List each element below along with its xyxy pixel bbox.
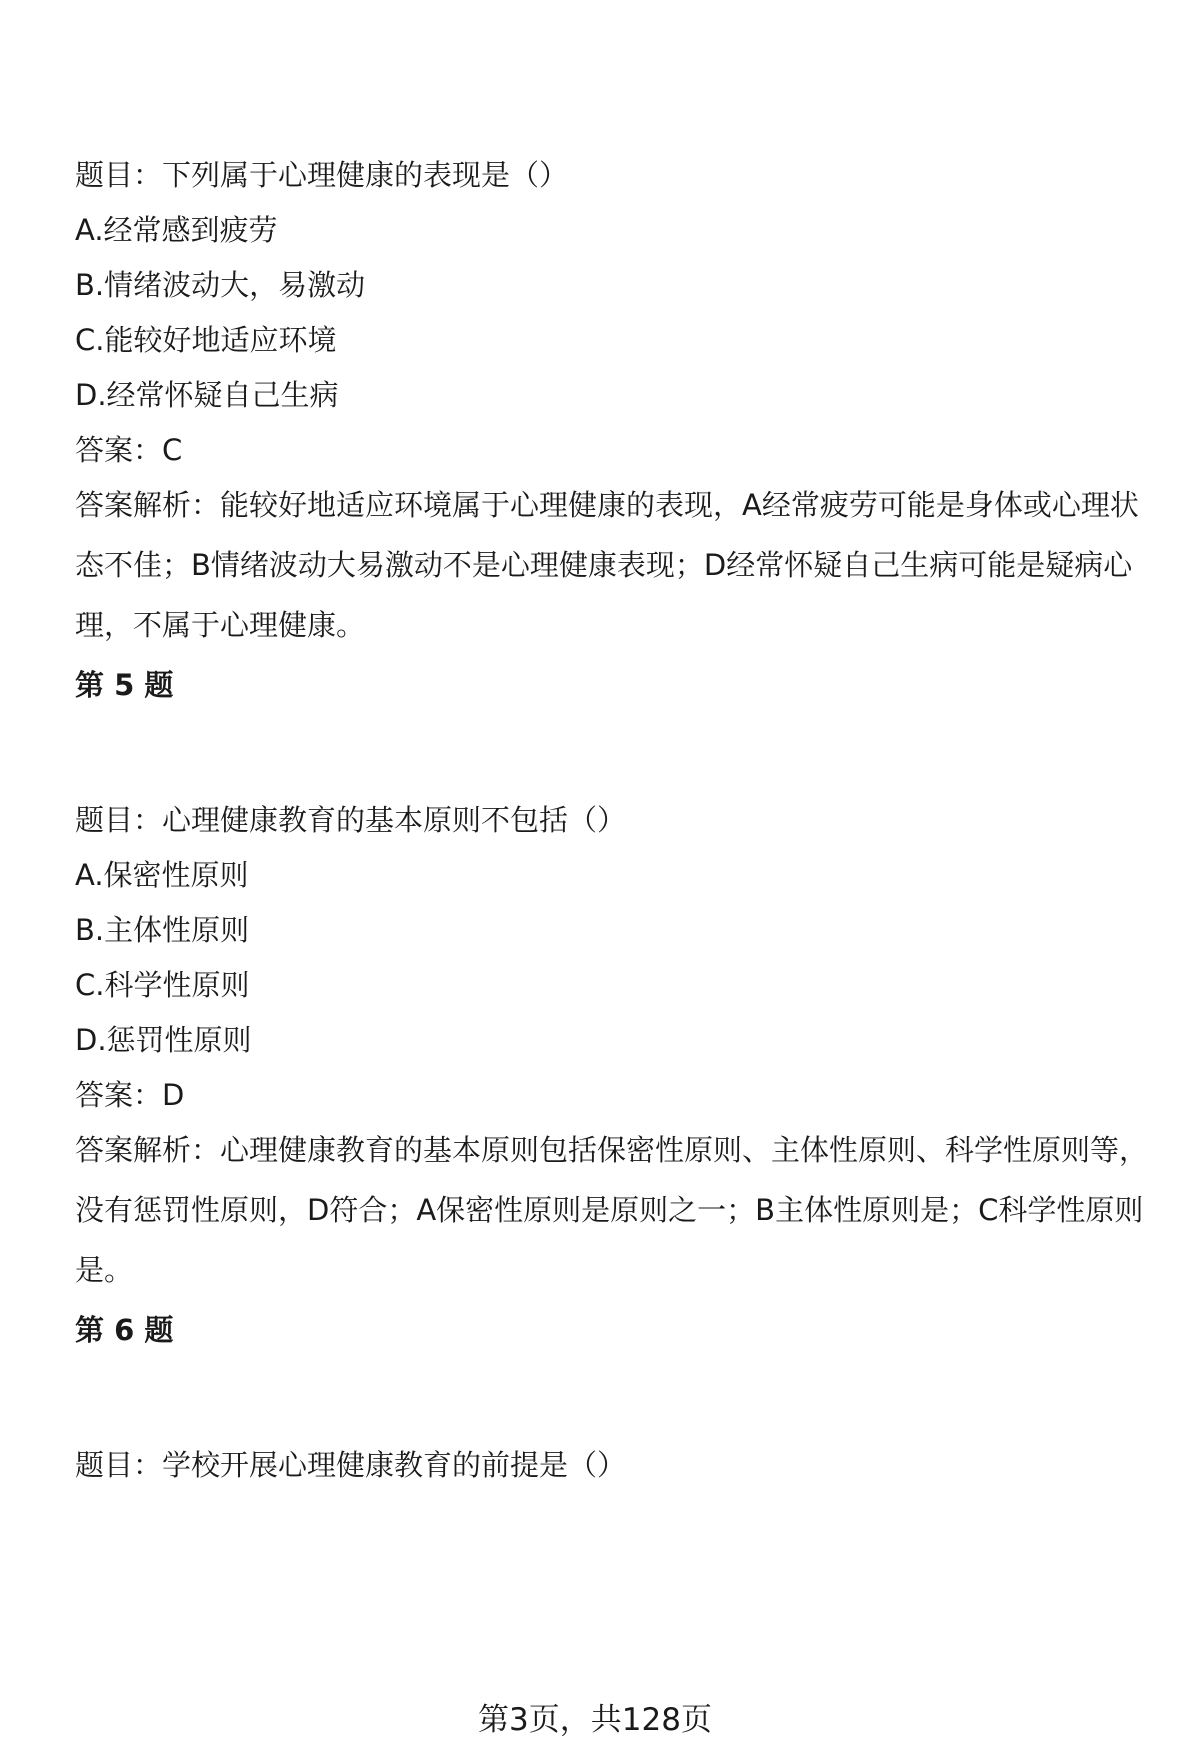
page-number-footer: 第3页，共128页 — [478, 1702, 712, 1738]
question-5-option-d: D.惩罚性原则 — [75, 1023, 252, 1057]
question-4-option-d: D.经常怀疑自己生病 — [75, 378, 339, 412]
question-4-explanation: 答案解析：能较好地适应环境属于心理健康的表现，A经常疲劳可能是身体或心理状态不佳；B情绪波动大易激动不是心理健康表现；D经常怀疑自己生病可能是疑病心理，不属于心理健康。 — [75, 488, 1139, 642]
question-5-option-c: C.科学性原则 — [75, 968, 250, 1002]
question-4-option-a: A.经常感到疲劳 — [75, 213, 278, 247]
question-6-text: 题目：学校开展心理健康教育的前提是（） — [75, 1448, 627, 1482]
question-4-text: 题目：下列属于心理健康的表现是（） — [75, 158, 569, 192]
question-4-answer: 答案：C — [75, 433, 183, 467]
question-5-option-a: A.保密性原则 — [75, 858, 249, 892]
question-5-option-b: B.主体性原则 — [75, 913, 250, 947]
question-5-answer: 答案：D — [75, 1078, 185, 1112]
question-5-text: 题目：心理健康教育的基本原则不包括（） — [75, 803, 627, 837]
question-4-option-c: C.能较好地适应环境 — [75, 323, 337, 357]
question-5-heading: 第 5 题 — [75, 668, 174, 702]
question-6-heading: 第 6 题 — [75, 1313, 174, 1347]
question-5-explanation: 答案解析：心理健康教育的基本原则包括保密性原则、主体性原则、科学性原则等，没有惩罚性原则，D符合；A保密性原则是原则之一；B主体性原则是；C科学性原则是。 — [75, 1133, 1149, 1287]
question-4-option-b: B.情绪波动大，易激动 — [75, 268, 366, 302]
